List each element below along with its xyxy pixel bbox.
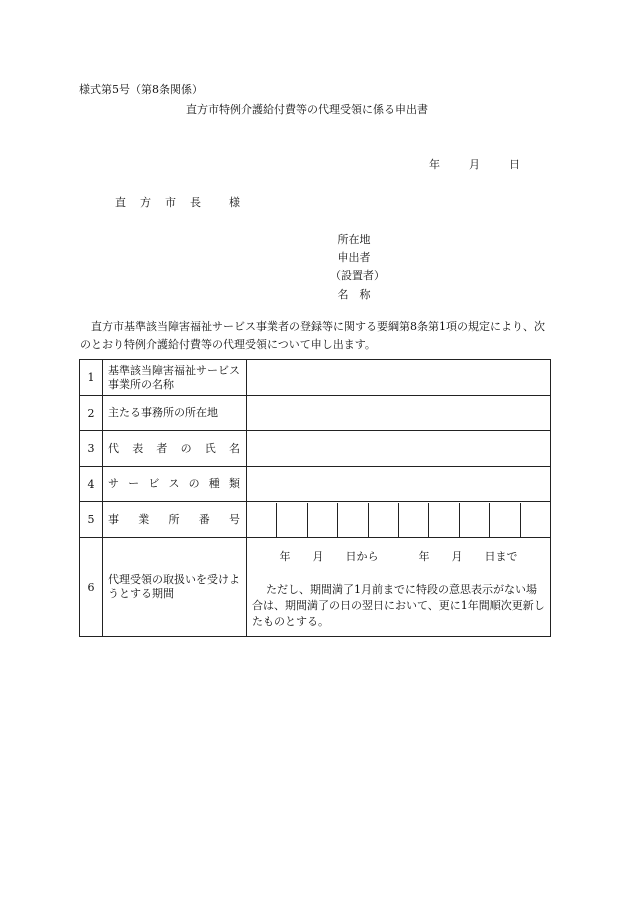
period-note: ただし、期間満了1月前までに特段の意思表示がない場合は、期間満了の日の翌日において、更に1年間順次更新したものとする。 <box>252 583 545 628</box>
date-line <box>429 156 520 172</box>
digit-cell[interactable] <box>307 503 337 537</box>
installer-label: （設置者） <box>330 269 385 282</box>
digit-cell[interactable] <box>247 503 276 537</box>
name-label: 名 称 <box>337 288 371 301</box>
facility-name-field[interactable] <box>247 360 551 396</box>
table-row <box>80 360 551 396</box>
label-char: 業 <box>138 512 150 526</box>
digit-cell[interactable] <box>489 503 519 537</box>
row-label <box>103 467 247 502</box>
row-label <box>103 431 247 467</box>
row-label: 代理受領の取扱いを受けようとする期間 <box>103 538 247 637</box>
addressee-char: 様 <box>229 196 240 209</box>
period-from-year: 年 <box>279 550 291 563</box>
label-char: 代 <box>108 441 119 455</box>
digit-cell[interactable] <box>398 503 428 537</box>
row-number: 6 <box>80 538 103 637</box>
digit-cell[interactable] <box>337 503 367 537</box>
date-day: 日 <box>509 158 520 171</box>
date-year: 年 <box>429 158 440 171</box>
representative-name-field[interactable] <box>247 431 551 467</box>
period-to-day: 日まで <box>484 550 518 563</box>
document-title: 直方市特例介護給付費等の代理受領に係る申出書 <box>186 103 428 116</box>
table-row <box>80 431 551 467</box>
label-char: 種 <box>208 477 220 490</box>
addressee-char: 長 <box>190 196 201 209</box>
label-char: 号 <box>229 512 240 526</box>
label-char: サ <box>108 477 119 490</box>
addressee <box>115 194 240 210</box>
addressee-char: 市 <box>165 196 176 209</box>
form-id: 様式第5号（第8条関係） <box>79 83 203 96</box>
application-table <box>79 359 551 637</box>
addressee-char: 直 <box>115 196 126 209</box>
digit-cell[interactable] <box>428 503 458 537</box>
date-month: 月 <box>469 158 480 171</box>
table-row <box>80 538 551 637</box>
row-label: 基準該当障害福祉サービス事業所の名称 <box>103 360 247 396</box>
label-char: 事 <box>108 512 119 526</box>
service-type-field[interactable] <box>247 467 551 502</box>
table-row <box>80 502 551 538</box>
office-address-field[interactable] <box>247 396 551 431</box>
addressee-char: 方 <box>140 196 151 209</box>
applicant-address-label: 所在地 <box>337 233 371 246</box>
label-char: ス <box>168 477 180 490</box>
row-number: 2 <box>80 396 103 431</box>
label-char: の <box>188 477 200 490</box>
row-label <box>103 502 247 538</box>
label-char: 番 <box>198 512 210 526</box>
label-char: の <box>180 441 192 455</box>
period-to-month: 月 <box>451 550 463 563</box>
digit-cell[interactable] <box>459 503 489 537</box>
label-char: 名 <box>228 441 240 455</box>
office-number-field[interactable] <box>247 502 551 538</box>
label-char: 表 <box>132 441 144 455</box>
row-number: 1 <box>80 360 103 396</box>
period-to-year: 年 <box>418 550 430 563</box>
row-number: 5 <box>80 502 103 538</box>
label-char: 者 <box>156 441 168 455</box>
label-char: 所 <box>168 512 180 526</box>
digit-cell[interactable] <box>368 503 398 537</box>
period-field[interactable] <box>247 538 551 637</box>
label-char: 氏 <box>204 441 216 455</box>
table-row <box>80 467 551 502</box>
label-char: ビ <box>148 477 160 490</box>
applicant-label: 申出者 <box>337 251 371 264</box>
period-from-day: 日から <box>345 550 379 563</box>
digit-cell[interactable] <box>520 503 550 537</box>
period-from-month: 月 <box>312 550 324 563</box>
body-text: 直方市基準該当障害福祉サービス事業者の登録等に関する要綱第8条第1項の規定により、次のとおり特例介護給付費等の代理受領について申し出ます。 <box>80 320 545 351</box>
row-number: 3 <box>80 431 103 467</box>
label-char: 類 <box>228 477 240 490</box>
digit-cell[interactable] <box>276 503 306 537</box>
table-row <box>80 396 551 431</box>
office-number-digit-cells <box>247 503 550 537</box>
row-number: 4 <box>80 467 103 502</box>
period-range <box>247 548 550 564</box>
label-char: ー <box>128 477 140 490</box>
row-label: 主たる事務所の所在地 <box>103 396 247 431</box>
